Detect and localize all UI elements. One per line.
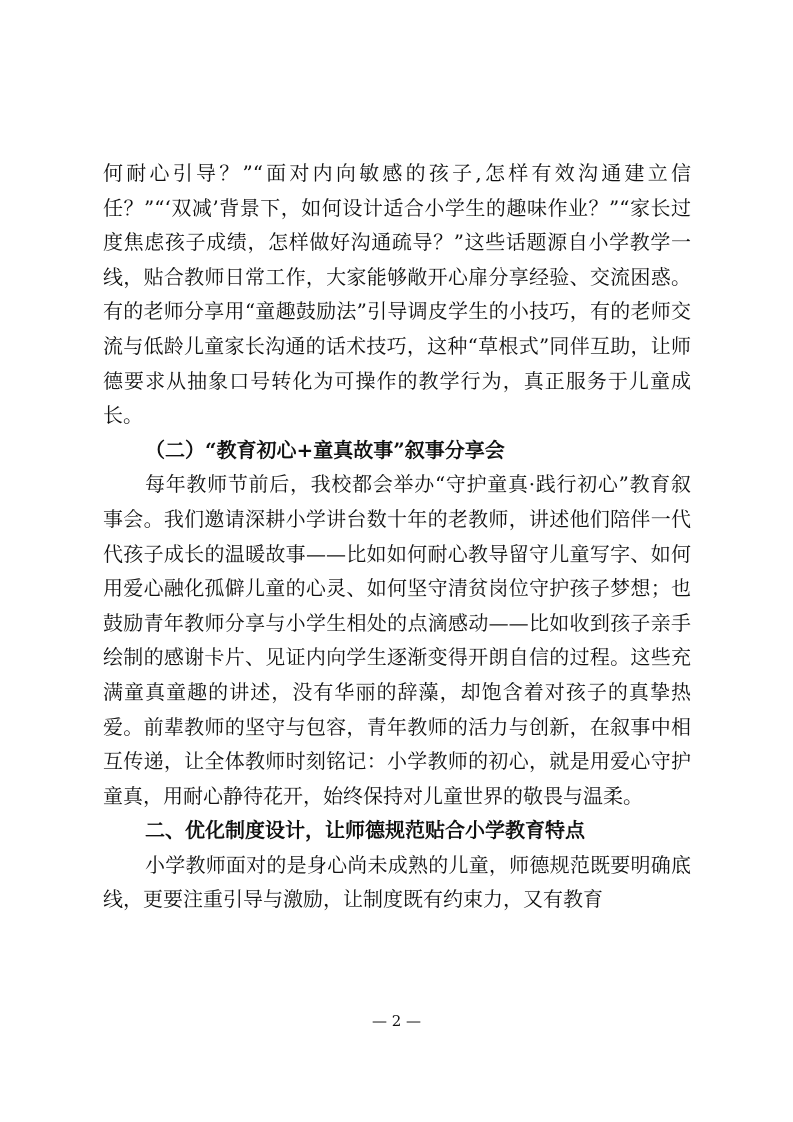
- paragraph-institution: 小学教师面对的是身心尚未成熟的儿童，师德规范既要明确底线，更要注重引导与激励，让制度既有约束力，又有教育: [103, 852, 691, 912]
- section-heading: 二、优化制度设计，让师德规范贴合小学教育特点: [145, 818, 585, 843]
- page-number: — 2 —: [371, 1012, 422, 1030]
- body-text: [103, 156, 691, 917]
- paragraph-continued: 何耐心引导？”“面对内向敏感的孩子,怎样有效沟通建立信任？”“‘双减’背景下，如何设计适合小学生的趣味作业？”“家长过度焦虑孩子成绩，怎样做好沟通疏导？”这些话题源自小学教学一线，贴合教师日常工作，大家能够敞开心扉分享经验、交流困惑。有的老师分享用“童趣鼓励法”引导调皮学生的小技巧，有的老师交流与低龄儿童家长沟通的话术技巧，这种“草根式”同伴互助，让师德要求从抽象口号转化为可操作的教学行为，真正服务于儿童成长。: [103, 161, 691, 428]
- section-subheading: （二）“教育初心+童真故事”叙事分享会: [145, 437, 505, 462]
- paragraph-narrative: 每年教师节前后，我校都会举办“守护童真·践行初心”教育叙事会。我们邀请深耕小学讲台数十年的老教师，讲述他们陪伴一代代孩子成长的温暖故事——比如如何耐心教导留守儿童写字、如何用爱心融化孤僻儿童的心灵、如何坚守清贫岗位守护孩子梦想；也鼓励青年教师分享与小学生相处的点滴感动——比如收到孩子亲手绘制的感谢卡片、见证内向学生逐渐变得开朗自信的过程。这些充满童真童趣的讲述，没有华丽的辞藻，却饱含着对孩子的真挚热爱。前辈教师的坚守与包容，青年教师的活力与创新，在叙事中相互传递，让全体教师时刻铭记：小学教师的初心，就是用爱心守护童真，用耐心静待花开，始终保持对儿童世界的敬畏与温柔。: [103, 472, 691, 808]
